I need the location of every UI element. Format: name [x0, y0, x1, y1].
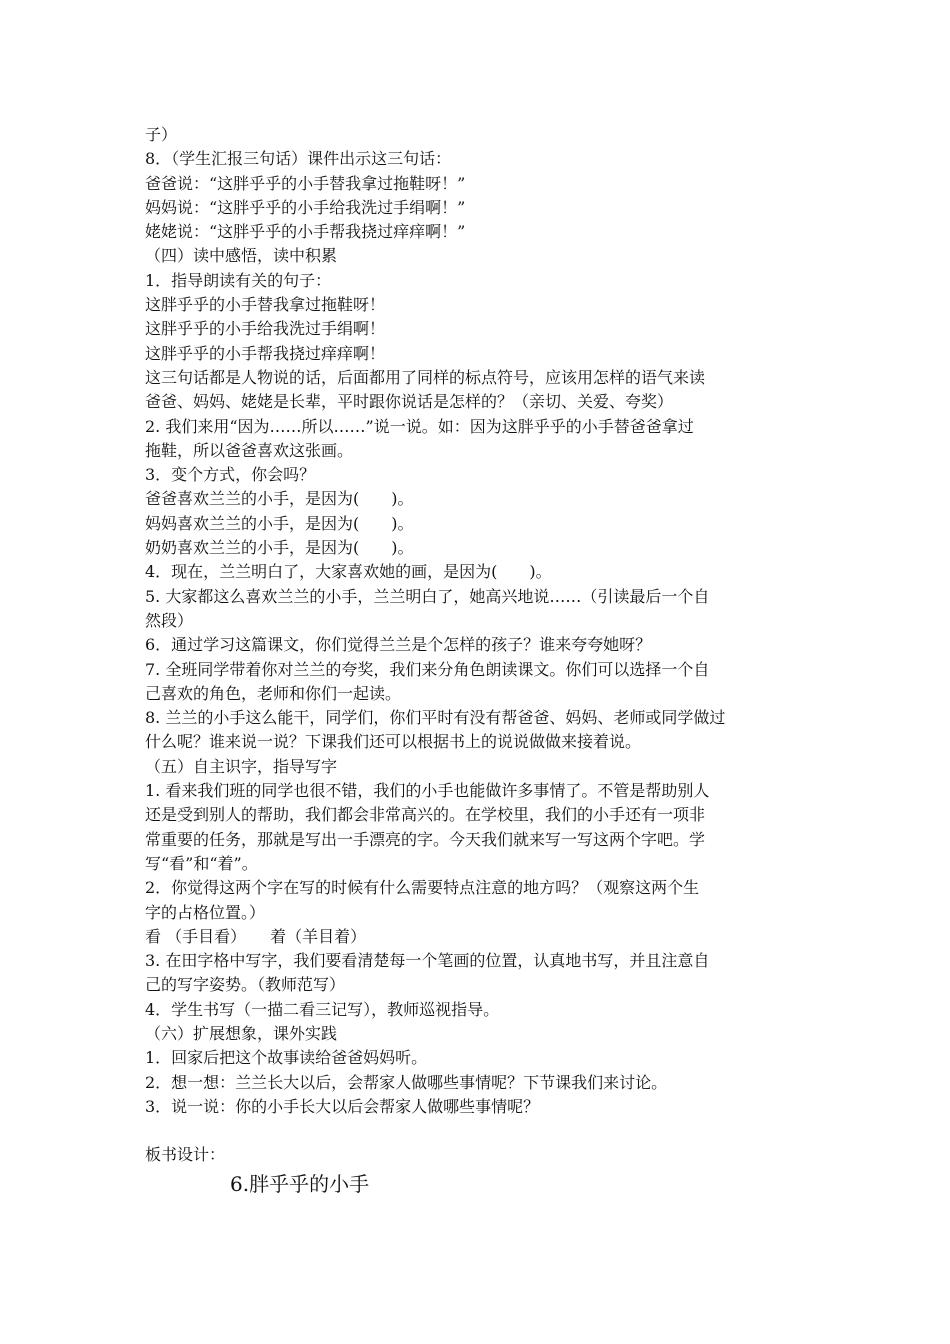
text-line: 8. 兰兰的小手这么能干，同学们，你们平时有没有帮爸爸、妈妈、老师或同学做过 — [145, 708, 726, 728]
text-line: 写“看”和“着”。 — [145, 853, 258, 873]
text-line: 妈妈说：“这胖乎乎的小手给我洗过手绢啊！” — [145, 197, 466, 217]
board-title: 6.胖乎乎的小手 — [230, 1171, 370, 1196]
text-line: 4．现在，兰兰明白了，大家喜欢她的画，是因为( )。 — [145, 562, 552, 582]
text-line: 2．你觉得这两个字在写的时候有什么需要特点注意的地方吗？（观察这两个生 — [145, 878, 700, 898]
text-line: 妈妈喜欢兰兰的小手，是因为( )。 — [145, 513, 414, 533]
text-line: 1. 看来我们班的同学也很不错，我们的小手也能做许多事情了。不管是帮助别人 — [145, 781, 710, 801]
section-heading: （四）读中感悟，读中积累 — [145, 246, 338, 266]
text-line: 这三句话都是人物说的话，后面都用了同样的标点符号，应该用怎样的语气来读 — [145, 367, 706, 387]
text-line: 还是受到别人的帮助，我们都会非常高兴的。在学校里，我们的小手还有一项非 — [145, 805, 706, 825]
section-heading: （五）自主识字，指导写字 — [145, 756, 338, 776]
text-line: 常重要的任务，那就是写出一手漂亮的字。今天我们就来写一写这两个字吧。学 — [145, 829, 706, 849]
text-line: 这胖乎乎的小手替我拿过拖鞋呀！ — [145, 295, 386, 315]
text-line: 奶奶喜欢兰兰的小手，是因为( )。 — [145, 538, 414, 558]
text-line: 子） — [145, 125, 178, 144]
text-line: 爸爸说：“这胖乎乎的小手替我拿过拖鞋呀！” — [145, 173, 466, 193]
text-line: 拖鞋，所以爸爸喜欢这张画。 — [145, 440, 354, 460]
text-line: 爸爸喜欢兰兰的小手，是因为( )。 — [145, 489, 414, 509]
text-line: 8．（学生汇报三句话）课件出示这三句话： — [145, 149, 452, 169]
text-line: 2．想一想：兰兰长大以后，会帮家人做哪些事情呢？下节课我们来讨论。 — [145, 1072, 668, 1092]
blank-line — [145, 1119, 825, 1143]
text-line: 字的占格位置。） — [145, 902, 266, 922]
text-line: 1．回家后把这个故事读给爸爸妈妈听。 — [145, 1048, 428, 1068]
text-line: 爸爸、妈妈、姥姥是长辈，平时跟你说话是怎样的？（亲切、关爱、夸奖） — [145, 392, 674, 412]
text-line: 7. 全班同学带着你对兰兰的夸奖，我们来分角色朗读课文。你们可以选择一个自 — [145, 659, 710, 679]
text-line: 然段） — [145, 610, 194, 630]
text-line: 己的写字姿势。（教师范写） — [145, 975, 346, 995]
text-line: 什么呢？谁来说一说？下课我们还可以根据书上的说说做做来接着说。 — [145, 732, 642, 752]
text-line: 3．说一说：你的小手长大以后会帮家人做哪些事情呢？ — [145, 1096, 540, 1116]
text-line: 2. 我们来用“因为……所以……”说一说。如：因为这胖乎乎的小手替爸爸拿过 — [145, 416, 694, 436]
text-line: 3．变个方式，你会吗？ — [145, 465, 316, 485]
text-line: 5. 大家都这么喜欢兰兰的小手，兰兰明白了，她高兴地说……（引读最后一个自 — [145, 586, 710, 606]
text-line: 3. 在田字格中写字，我们要看清楚每一个笔画的位置，认真地书写，并且注意自 — [145, 951, 710, 971]
text-line: 1．指导朗读有关的句子： — [145, 270, 332, 290]
document-body — [145, 123, 825, 1198]
text-line: 姥姥说：“这胖乎乎的小手帮我挠过痒痒啊！” — [145, 222, 466, 242]
text-line: 6．通过学习这篇课文，你们觉得兰兰是个怎样的孩子？谁来夸夸她呀？ — [145, 635, 652, 655]
text-line: 这胖乎乎的小手帮我挠过痒痒啊！ — [145, 343, 386, 363]
board-design-label: 板书设计： — [145, 1145, 226, 1165]
text-line: 4．学生书写（一描二看三记写），教师巡视指导。 — [145, 999, 500, 1019]
text-line: 这胖乎乎的小手给我洗过手绢啊！ — [145, 319, 386, 339]
text-line: 己喜欢的角色，老师和你们一起读。 — [145, 683, 402, 703]
text-line: 看 （手目看） 着（羊目着） — [145, 926, 367, 946]
section-heading: （六）扩展想象，课外实践 — [145, 1023, 338, 1043]
